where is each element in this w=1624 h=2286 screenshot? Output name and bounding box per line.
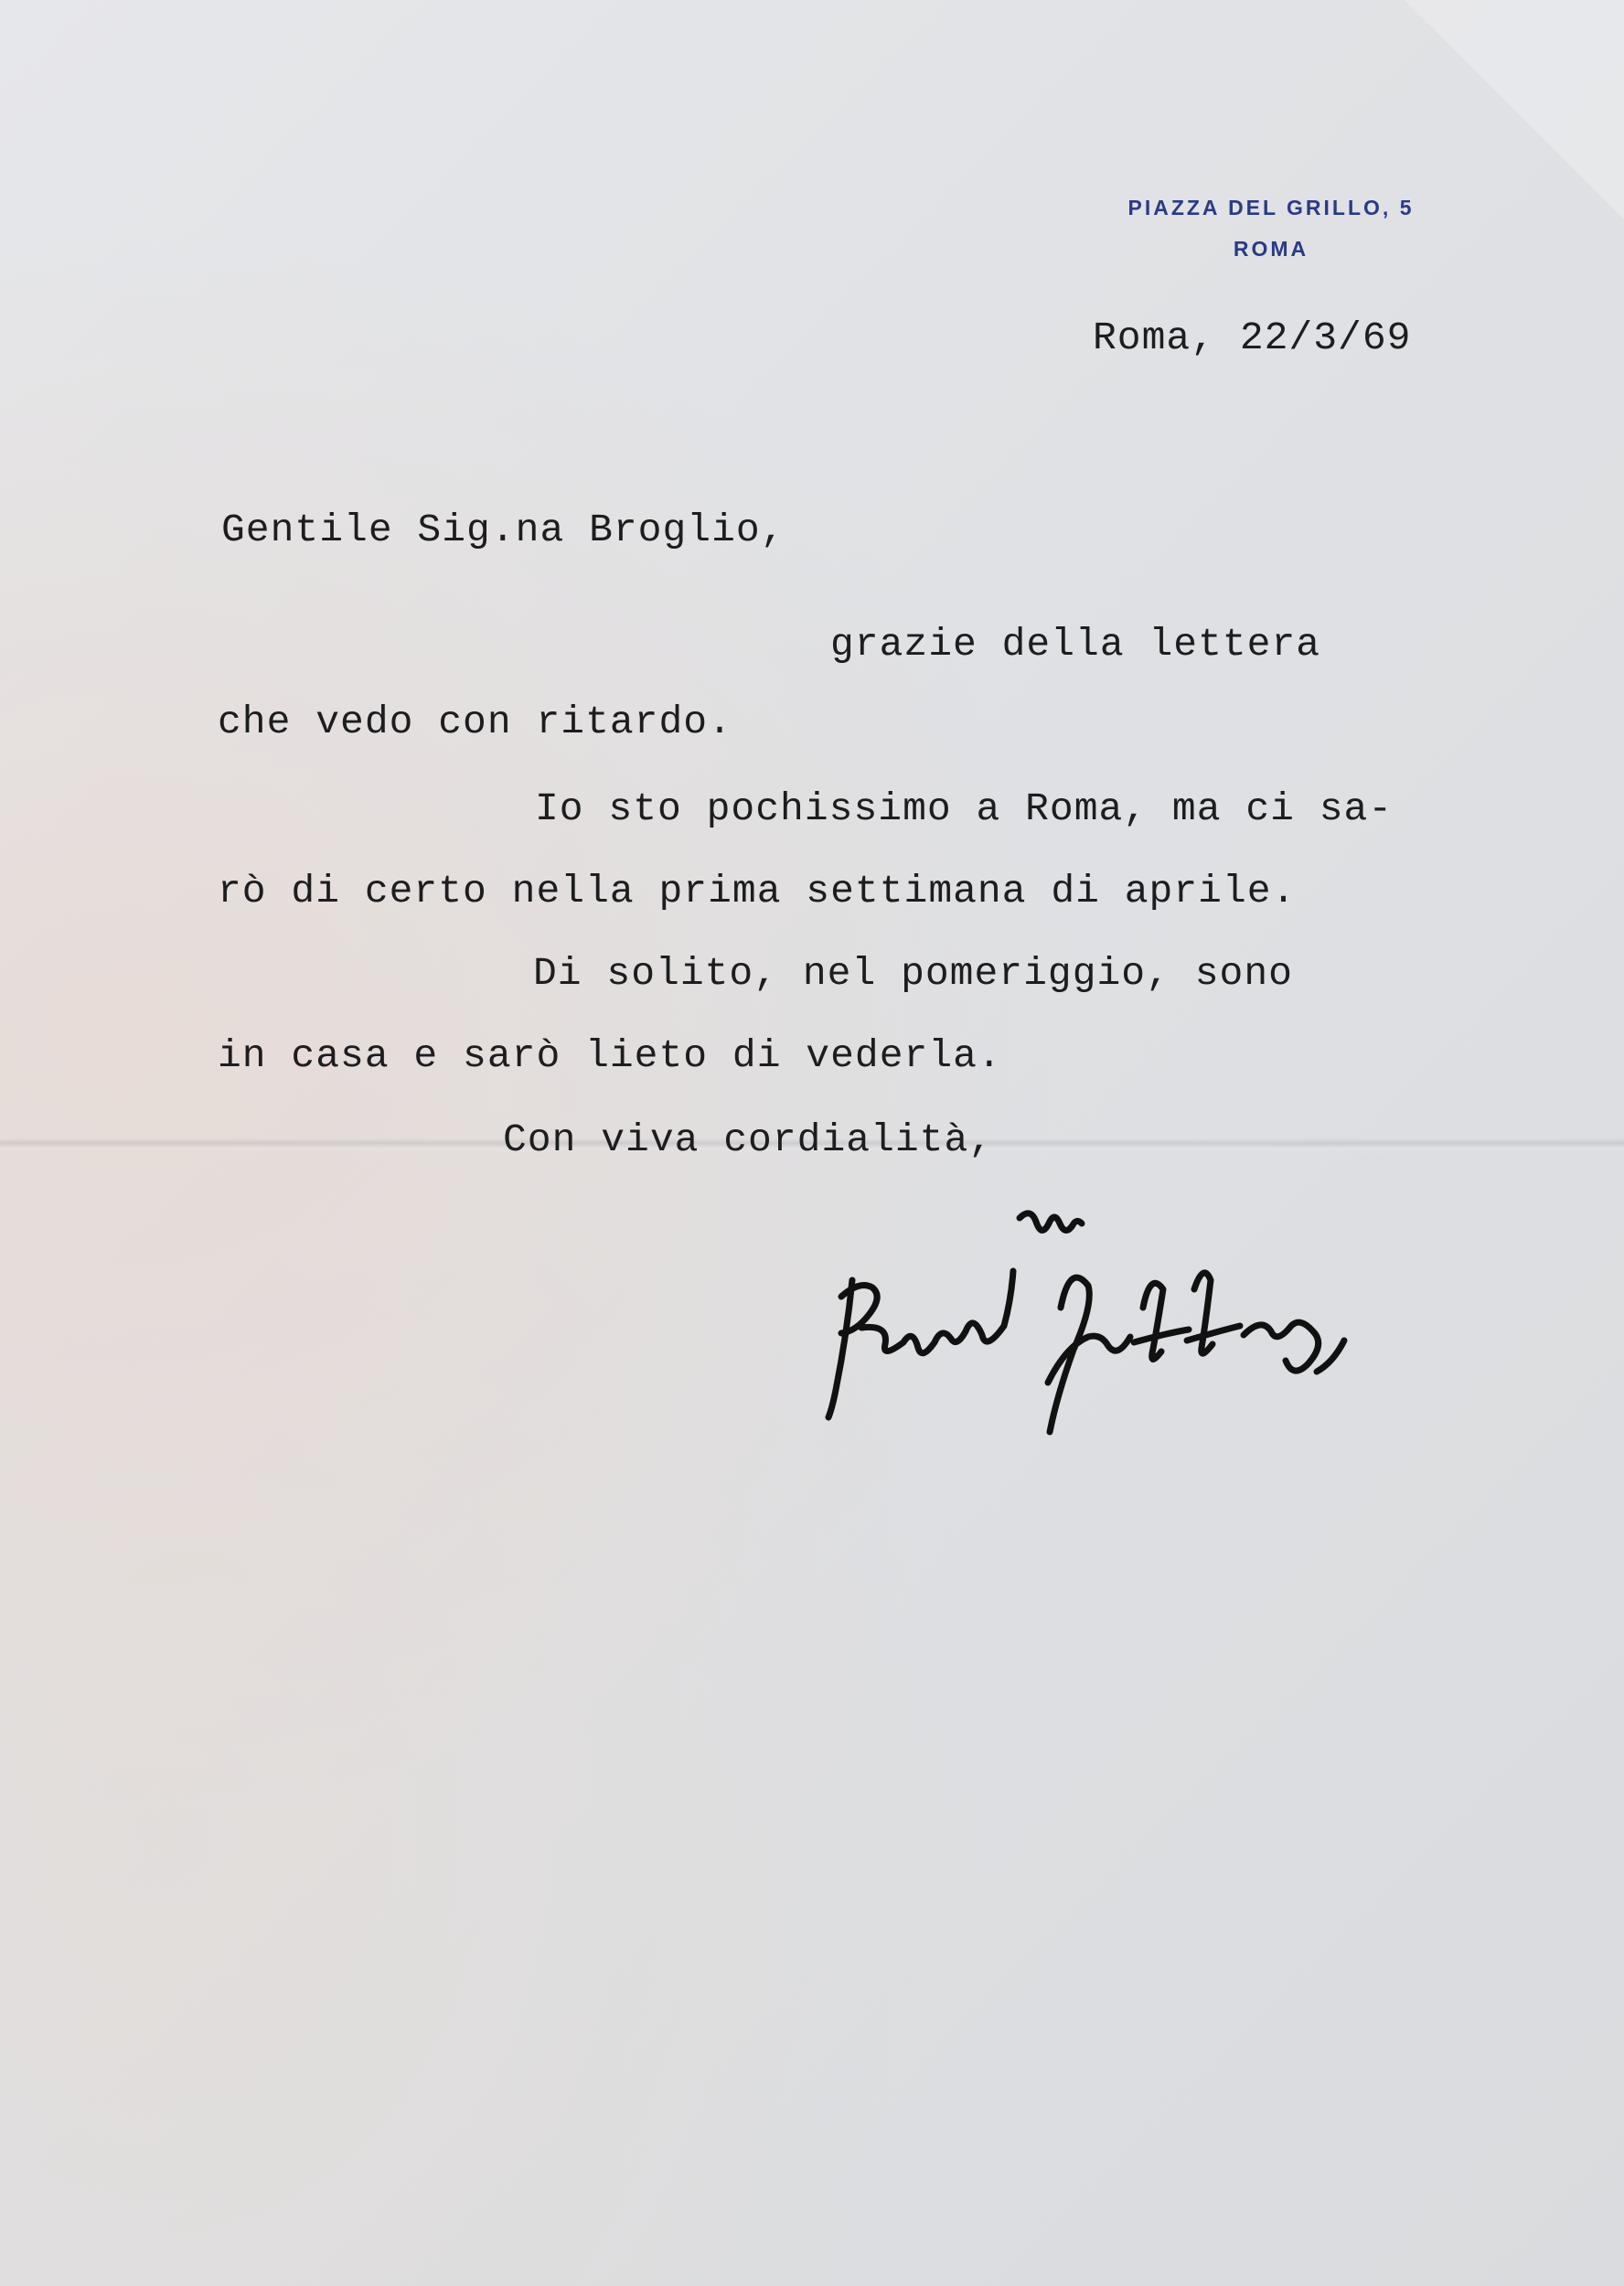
letter-salutation: Gentile Sig.na Broglio, — [221, 507, 785, 552]
paper-fold-corner — [1405, 0, 1624, 219]
letterhead-address-line1: PIAZZA DEL GRILLO, 5 — [1127, 196, 1415, 219]
letter-closing: Con viva cordialità, — [503, 1117, 994, 1162]
letter-line: Di solito, nel pomeriggio, sono — [533, 951, 1293, 996]
letter-line: rò di certo nella prima settimana di aprile. — [218, 869, 1297, 913]
letter-line: grazie della lettera — [830, 622, 1321, 667]
letterhead — [1052, 187, 1490, 270]
letter-date: Roma, 22/3/69 — [1093, 315, 1412, 360]
letter-line: Io sto pochissimo a Roma, ma ci sa- — [535, 786, 1394, 831]
letter-line: in casa e sarò lieto di vederla. — [218, 1033, 1002, 1078]
letterhead-address-line2: ROMA — [1233, 237, 1309, 261]
handwritten-signature — [786, 1189, 1408, 1463]
letter-line: che vedo con ritardo. — [218, 700, 732, 744]
